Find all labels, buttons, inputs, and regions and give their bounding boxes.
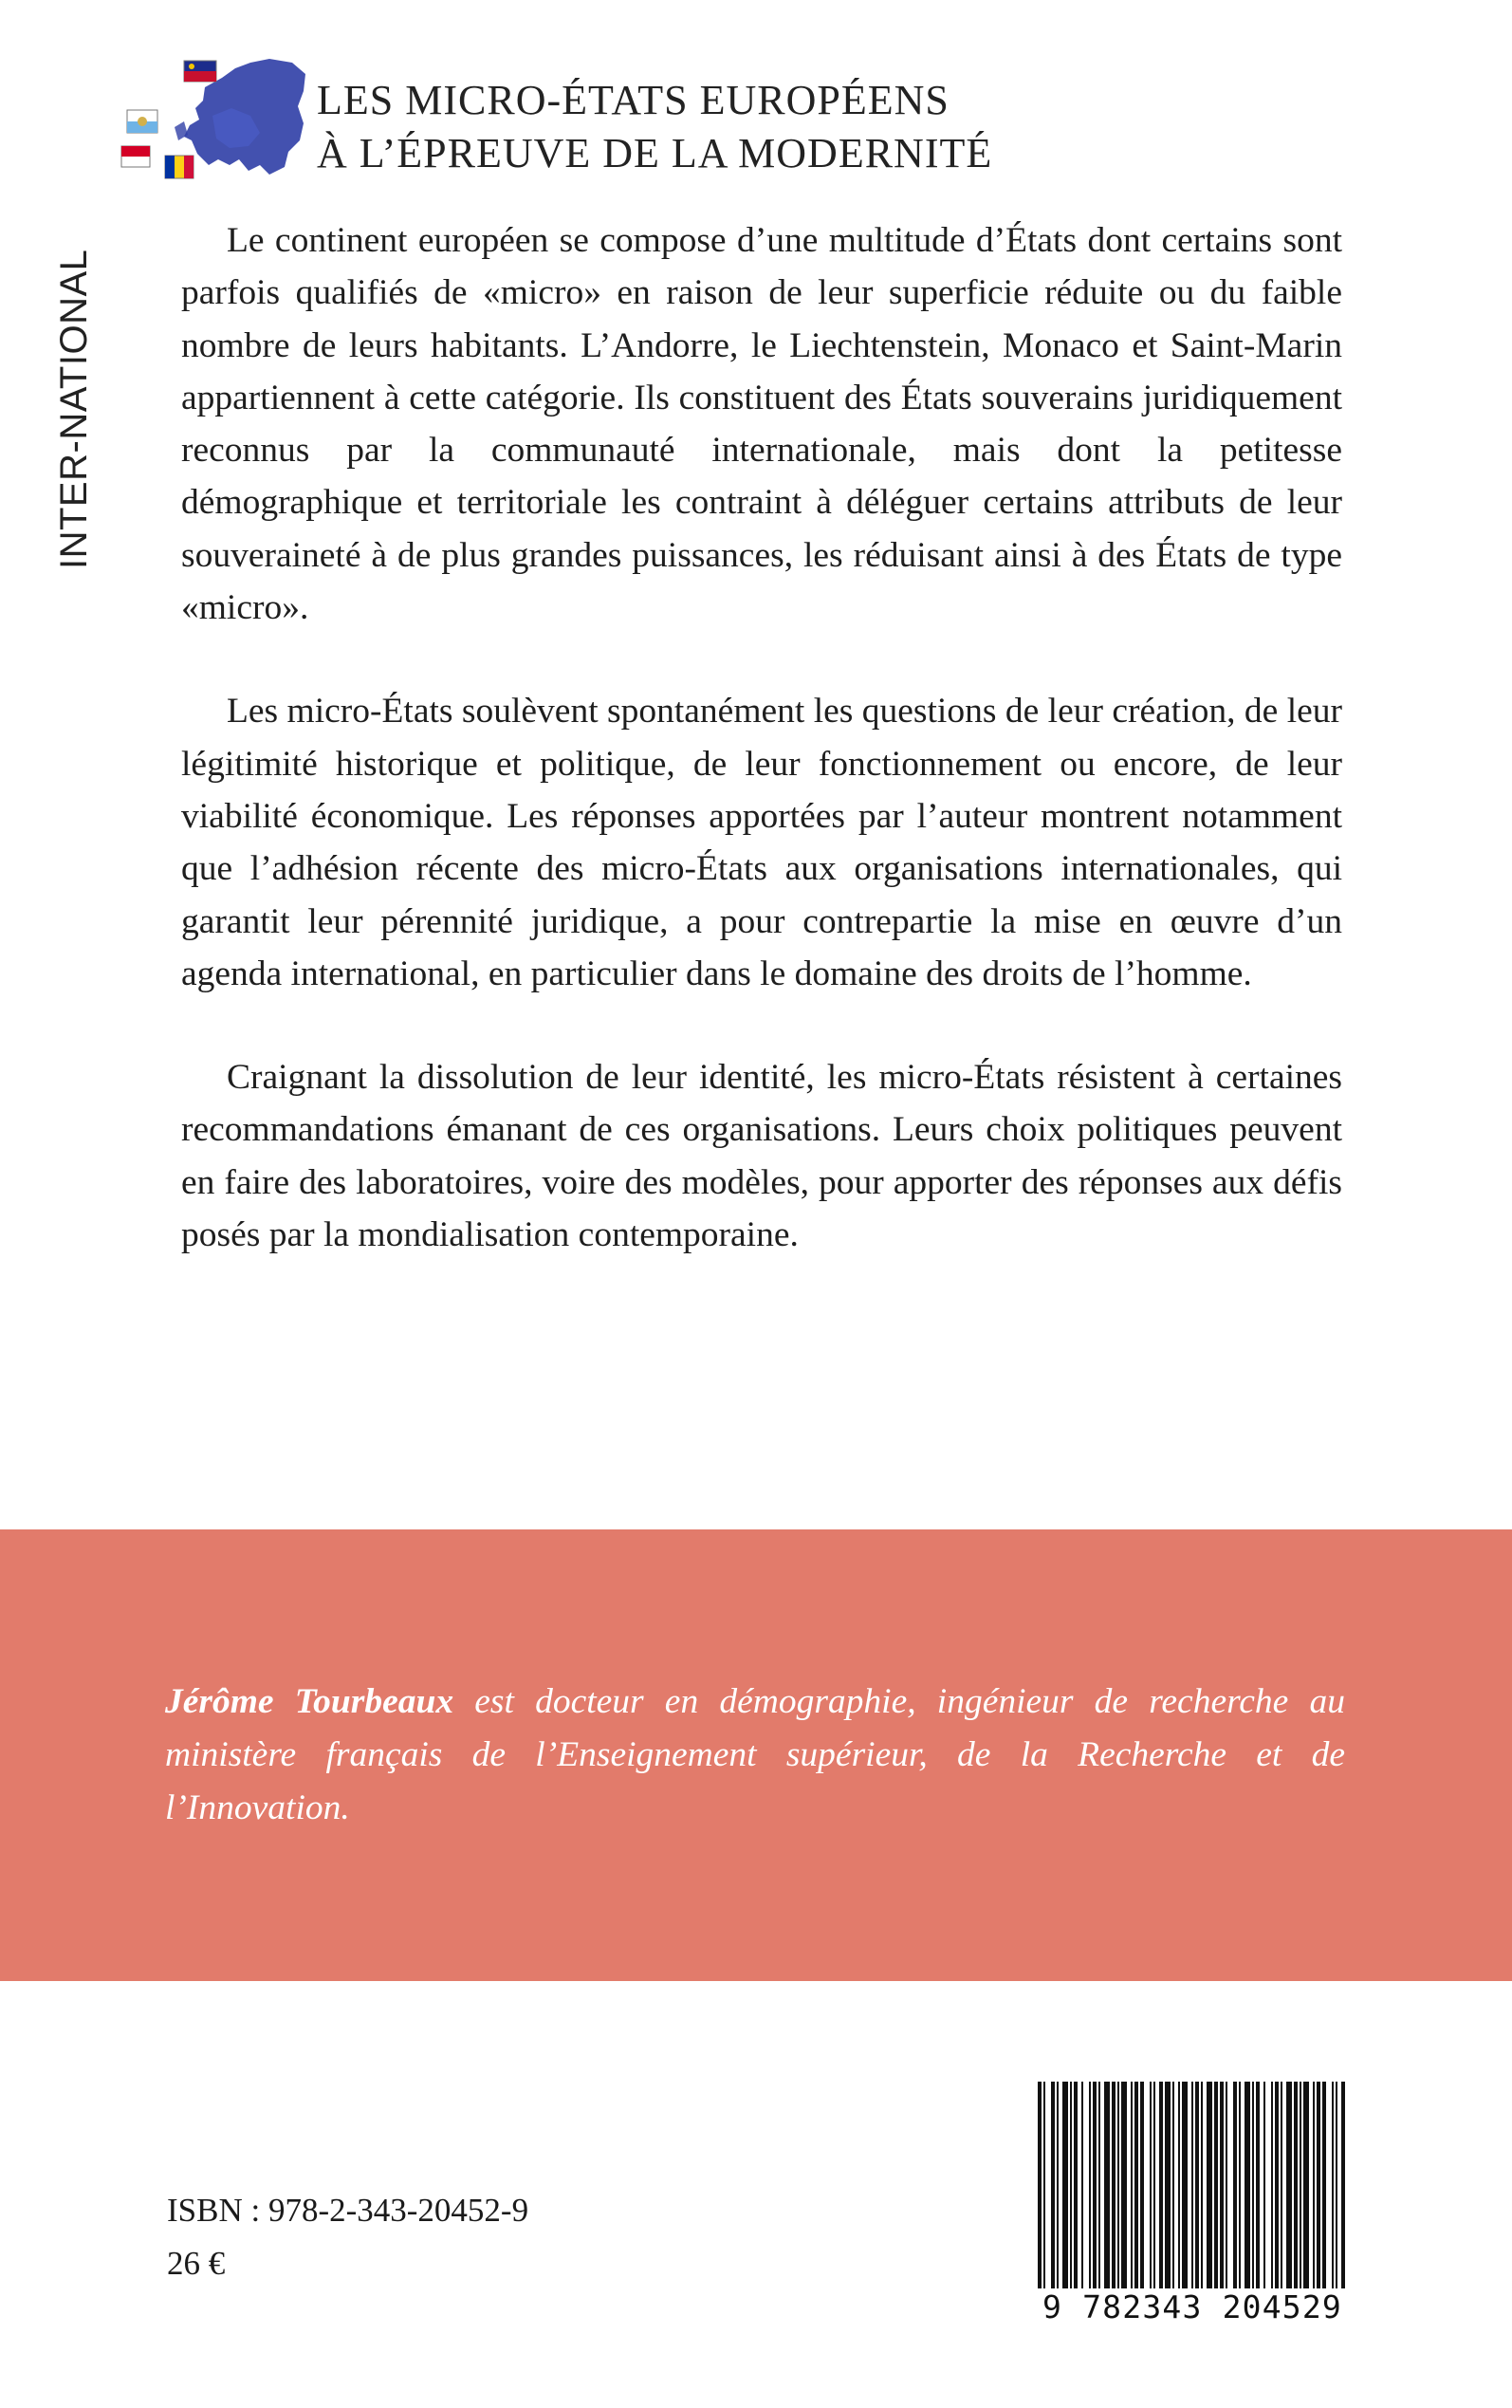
isbn-number: ISBN : 978-2-343-20452-9	[167, 2192, 529, 2229]
book-title-line-2: À L’ÉPREUVE DE LA MODERNITÉ	[317, 130, 993, 176]
barcode-bar	[1104, 2082, 1110, 2288]
barcode-bar	[1256, 2082, 1260, 2288]
barcode-bar	[1317, 2082, 1320, 2288]
barcode-bar	[1131, 2082, 1133, 2288]
barcode-bar	[1332, 2082, 1334, 2288]
author-name: Jérôme Tourbeaux	[165, 1682, 454, 1721]
barcode-bar	[1074, 2082, 1078, 2288]
barcode-bar	[1112, 2082, 1116, 2288]
barcode-bar	[1089, 2082, 1091, 2288]
price: 26 €	[167, 2245, 226, 2282]
barcode-bar	[1220, 2082, 1224, 2288]
barcode-bar	[1121, 2082, 1127, 2288]
barcode-bar	[1153, 2082, 1155, 2288]
book-title-line-1: LES MICRO-ÉTATS EUROPÉENS	[317, 77, 950, 123]
author-bio-text: est docteur en démographie, ingénieur de recherche au ministère français de l’Enseignement supérieur, de la Recherche et de l’Innovation.	[165, 1682, 1345, 1827]
barcode-bar	[1172, 2082, 1174, 2288]
barcode-bar	[1098, 2082, 1100, 2288]
isbn-block	[167, 2184, 528, 2290]
barcode-bar	[1195, 2082, 1199, 2288]
barcode-bar	[1165, 2082, 1171, 2288]
barcode-bar	[1038, 2082, 1042, 2288]
summary-paragraph-1: Le continent européen se compose d’une multitude d’États dont certains sont parfois qualifiés de «micro» en raison de leur superficie réduite ou du faible nombre de leurs habitants. L’Andorre, le Liechtenstein, Monaco et Saint-Marin appartiennent à cette catégorie. Ils constituent des États souverains juridiquement reconnus par la communauté internationale, mais dont la petitesse démographique et territoriale les contraint à déléguer certains attributs de leur souveraineté à de plus grandes puissances, les réduisant ainsi à des États de type «micro».	[181, 221, 1342, 628]
barcode-bar	[1150, 2082, 1152, 2288]
barcode-bar	[1294, 2082, 1298, 2288]
barcode-bar	[1043, 2082, 1045, 2288]
barcode-bar	[1336, 2082, 1337, 2288]
barcode-bar	[1252, 2082, 1254, 2288]
barcode-bar	[1062, 2082, 1068, 2288]
barcode-bar	[1281, 2082, 1282, 2288]
book-title	[317, 74, 1171, 180]
barcode-bar	[1263, 2082, 1265, 2288]
barcode-bar	[1239, 2082, 1241, 2288]
barcode-bar	[1134, 2082, 1138, 2288]
barcode-bar	[1245, 2082, 1250, 2288]
barcode-bar	[1117, 2082, 1119, 2288]
europe-map-flags-icon-graphic	[118, 49, 307, 197]
barcode-bar	[1159, 2082, 1163, 2288]
barcode-bar	[1201, 2082, 1203, 2288]
barcode-bar	[1070, 2082, 1072, 2288]
barcode-bar	[1341, 2082, 1345, 2288]
summary-text	[181, 214, 1342, 1312]
barcode-bar	[1051, 2082, 1055, 2288]
barcode-bar	[1093, 2082, 1097, 2288]
summary-paragraph-2: Les micro-États soulèvent spontanément les questions de leur création, de leur légitimité historique et politique, de leur fonctionnement ou encore, de leur viabilité économique. Les réponses apportées par l’auteur montrent notamment que l’adhésion récente des micro-États aux organisations internationales, qui garantit leur pérennité juridique, a pour contrepartie la mise en œuvre d’un agenda international, en particulier dans le domaine des droits de l’homme.	[181, 692, 1342, 993]
barcode-bar	[1322, 2082, 1326, 2288]
barcode-bar	[1140, 2082, 1144, 2288]
barcode-bar	[1207, 2082, 1212, 2288]
author-bio	[165, 1676, 1345, 1835]
barcode-bar	[1191, 2082, 1193, 2288]
barcode-bar	[1271, 2082, 1273, 2288]
barcode-bar	[1233, 2082, 1237, 2288]
europe-map-flags-icon	[118, 49, 307, 197]
barcode-bar	[1182, 2082, 1188, 2288]
barcode-bar	[1081, 2082, 1083, 2288]
barcode-bar	[1303, 2082, 1309, 2288]
barcode-bar	[1275, 2082, 1279, 2288]
barcode-bar	[1226, 2082, 1227, 2288]
series-label: INTER-NATIONAL	[53, 249, 95, 569]
summary-paragraph-3: Craignant la dissolution de leur identité, les micro-États résistent à certaines recommandations émanant de ces organisations. Leurs choix politiques peuvent en faire des laboratoires, voire des modèles, pour apporter des réponses aux défis posés par la mondialisation contemporaine.	[181, 1058, 1342, 1255]
barcode-bar	[1178, 2082, 1180, 2288]
barcode-bar	[1214, 2082, 1218, 2288]
barcode-icon	[1036, 2082, 1349, 2288]
barcode-bar	[1286, 2082, 1292, 2288]
barcode-digits: 9 782343 204529	[1042, 2288, 1342, 2325]
barcode-bar	[1313, 2082, 1315, 2288]
barcode-bar	[1300, 2082, 1301, 2288]
barcode-bar	[1057, 2082, 1059, 2288]
